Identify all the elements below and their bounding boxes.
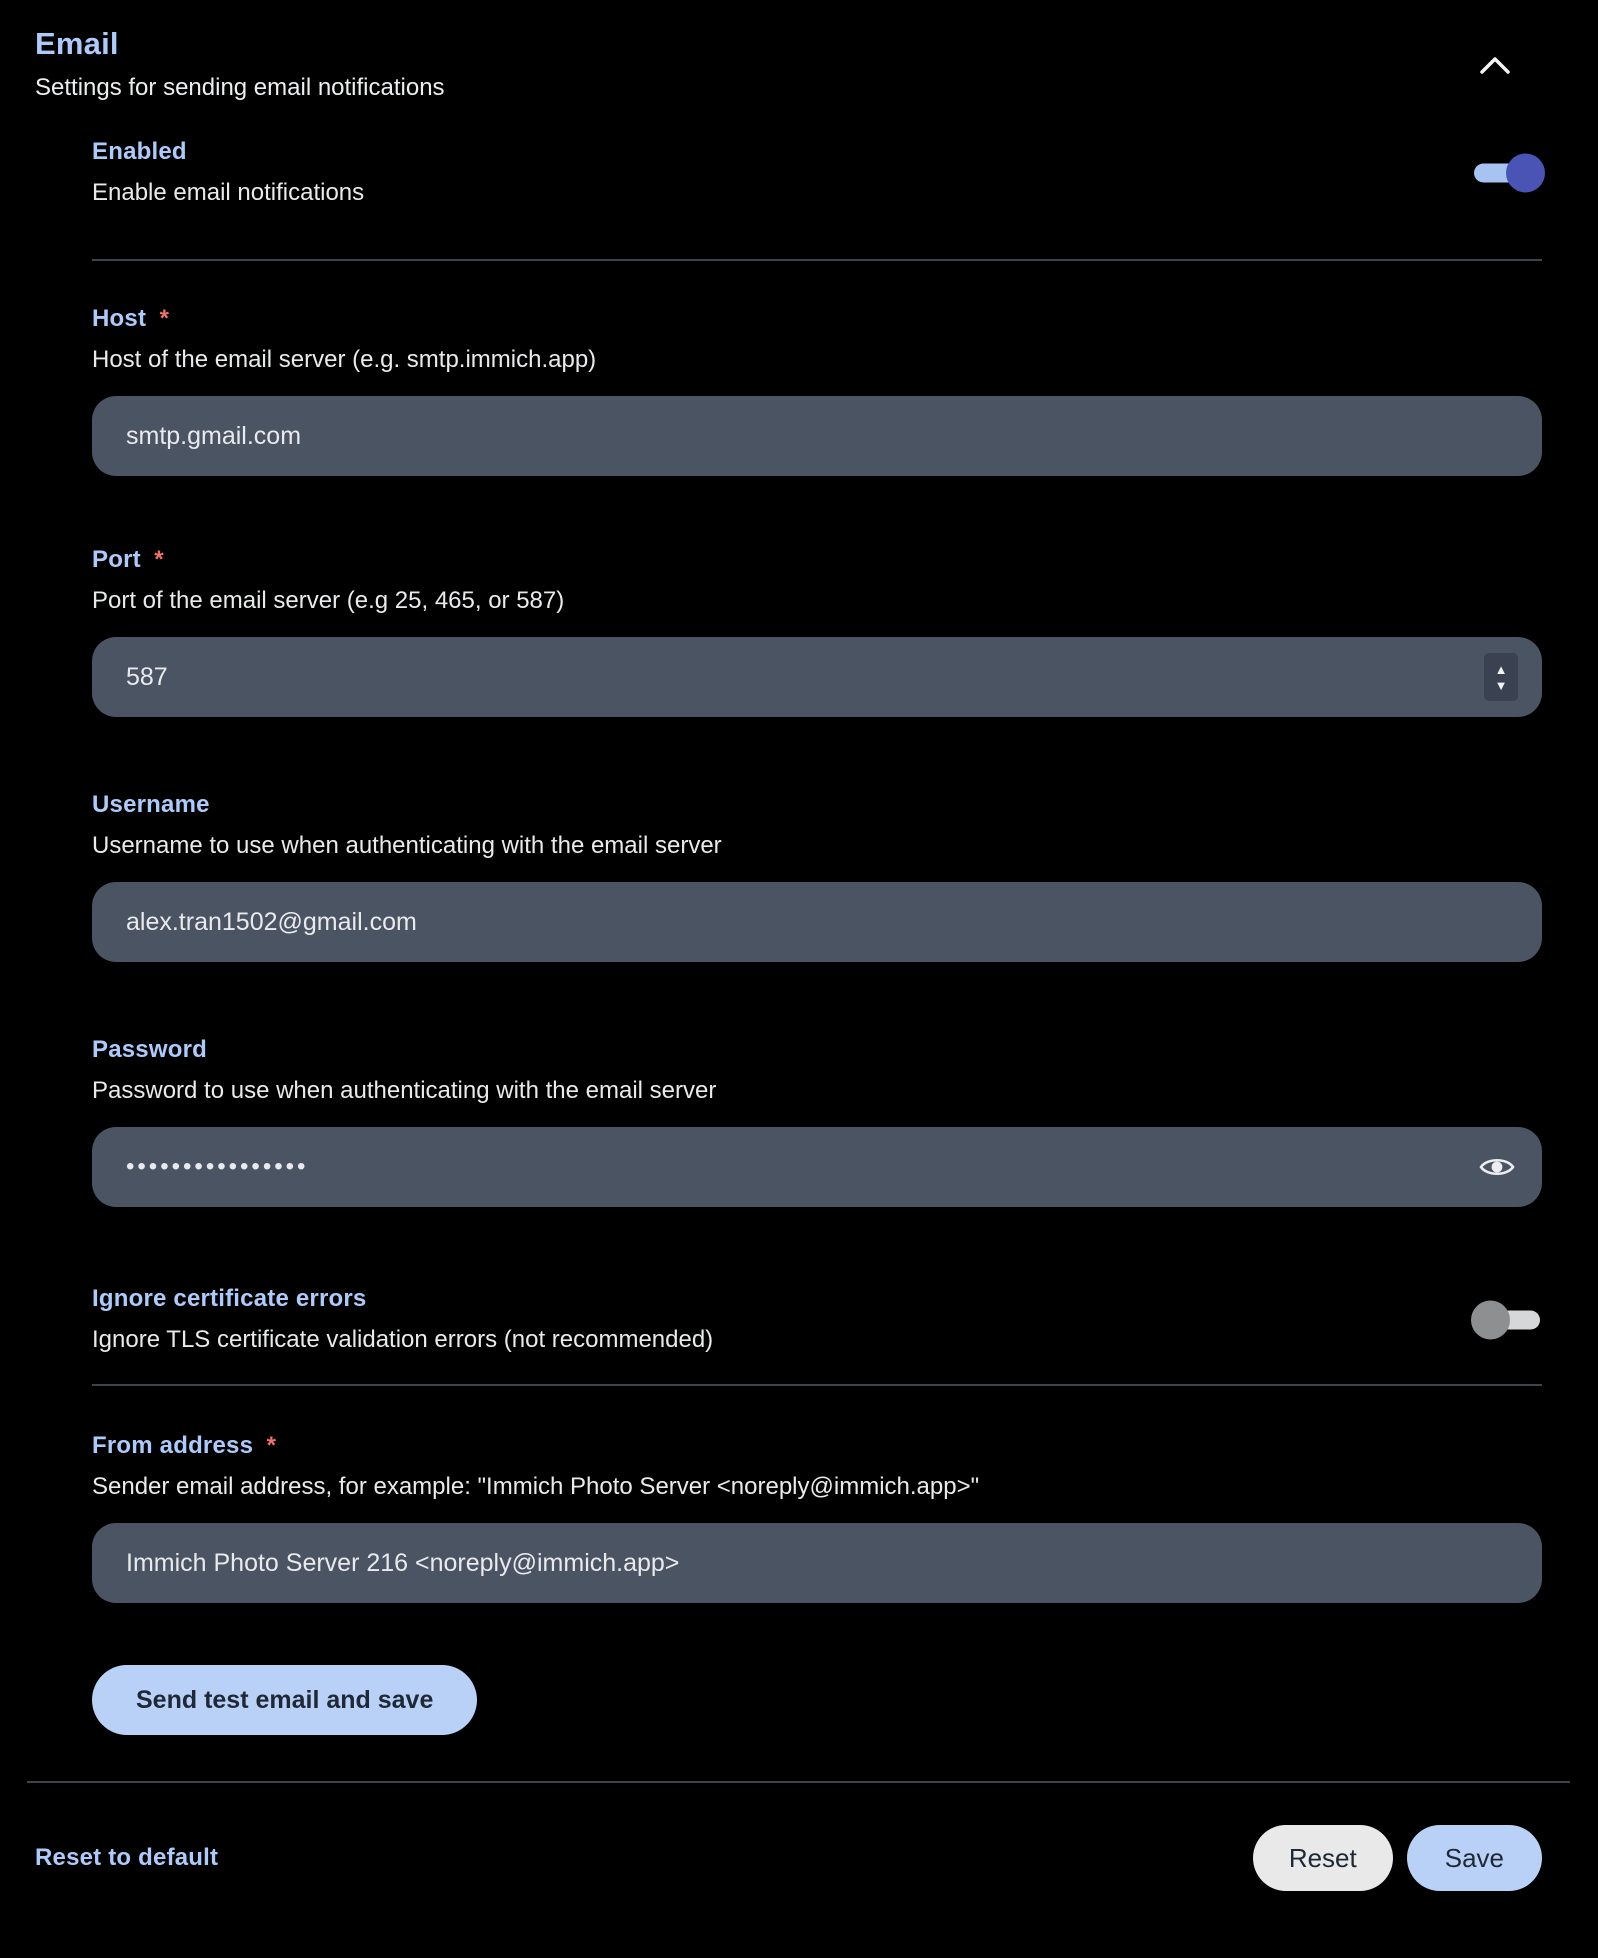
from-address-input-wrap: [92, 1523, 1542, 1603]
enabled-label: Enabled: [92, 138, 187, 165]
port-field-group: [92, 546, 1542, 717]
collapse-section-button[interactable]: [1472, 48, 1518, 85]
from-address-label-row: [92, 1432, 1542, 1460]
settings-body: [92, 138, 1542, 1735]
footer-divider: [27, 1781, 1570, 1783]
up-arrow-icon: ▲: [1494, 661, 1508, 677]
ignore-cert-label: Ignore certificate errors: [92, 1285, 367, 1312]
host-description: Host of the email server (e.g. smtp.immich.app): [92, 346, 597, 373]
port-number-stepper[interactable]: [1484, 653, 1518, 701]
enabled-setting-row: [92, 138, 1542, 207]
port-label-row: [92, 546, 1542, 574]
username-label-row: [92, 791, 1542, 819]
port-label: Port: [92, 546, 141, 573]
from-address-label: From address: [92, 1432, 254, 1459]
required-asterisk: *: [154, 546, 164, 573]
eye-icon: [1478, 1154, 1516, 1181]
save-button[interactable]: Save: [1407, 1825, 1542, 1891]
username-field-group: [92, 791, 1542, 962]
toggle-password-visibility-button[interactable]: [1478, 1154, 1516, 1181]
section-header: [0, 26, 1598, 102]
username-label: Username: [92, 791, 210, 818]
username-input-wrap: [92, 882, 1542, 962]
password-label-row: [92, 1036, 1542, 1064]
enabled-description: Enable email notifications: [92, 179, 365, 206]
divider: [92, 259, 1542, 261]
footer-buttons: [1253, 1825, 1542, 1891]
section-subtitle: Settings for sending email notifications: [35, 74, 445, 101]
toggle-knob: [1506, 153, 1545, 192]
host-field-group: [92, 305, 1542, 476]
from-address-description: Sender email address, for example: "Immich Photo Server <noreply@immich.app>": [92, 1473, 980, 1500]
ignore-cert-setting-row: [92, 1285, 1542, 1354]
down-arrow-icon: ▼: [1494, 677, 1508, 693]
required-asterisk: *: [159, 305, 169, 332]
reset-button[interactable]: Reset: [1253, 1825, 1393, 1891]
chevron-up-icon: [1478, 54, 1512, 76]
host-input-wrap: [92, 396, 1542, 476]
username-description: Username to use when authenticating with the email server: [92, 832, 722, 859]
ignore-cert-text: [92, 1285, 713, 1354]
reset-to-default-link[interactable]: Reset to default: [35, 1844, 219, 1871]
host-label: Host: [92, 305, 147, 332]
toggle-knob: [1471, 1300, 1510, 1339]
host-input[interactable]: [92, 396, 1542, 476]
host-label-row: [92, 305, 1542, 333]
ignore-cert-description: Ignore TLS certificate validation errors (not recommended): [92, 1326, 714, 1353]
port-description: Port of the email server (e.g 25, 465, or 587): [92, 587, 565, 614]
from-address-field-group: [92, 1432, 1542, 1603]
section-title: Email: [35, 26, 119, 61]
required-asterisk: *: [266, 1432, 276, 1459]
send-test-email-button[interactable]: Send test email and save: [92, 1665, 477, 1735]
divider: [92, 1384, 1542, 1386]
password-input-wrap: [92, 1127, 1542, 1207]
port-input-wrap: [92, 637, 1542, 717]
password-description: Password to use when authenticating with the email server: [92, 1077, 717, 1104]
username-input[interactable]: [92, 882, 1542, 962]
ignore-cert-toggle[interactable]: [1474, 1300, 1542, 1340]
password-label: Password: [92, 1036, 207, 1063]
footer-actions: [0, 1825, 1598, 1891]
password-field-group: [92, 1036, 1542, 1207]
section-header-text: [35, 26, 445, 102]
enabled-toggle[interactable]: [1474, 153, 1542, 193]
from-address-input[interactable]: [92, 1523, 1542, 1603]
enabled-text: [92, 138, 364, 207]
port-input[interactable]: [92, 637, 1542, 717]
password-input[interactable]: [92, 1127, 1542, 1207]
